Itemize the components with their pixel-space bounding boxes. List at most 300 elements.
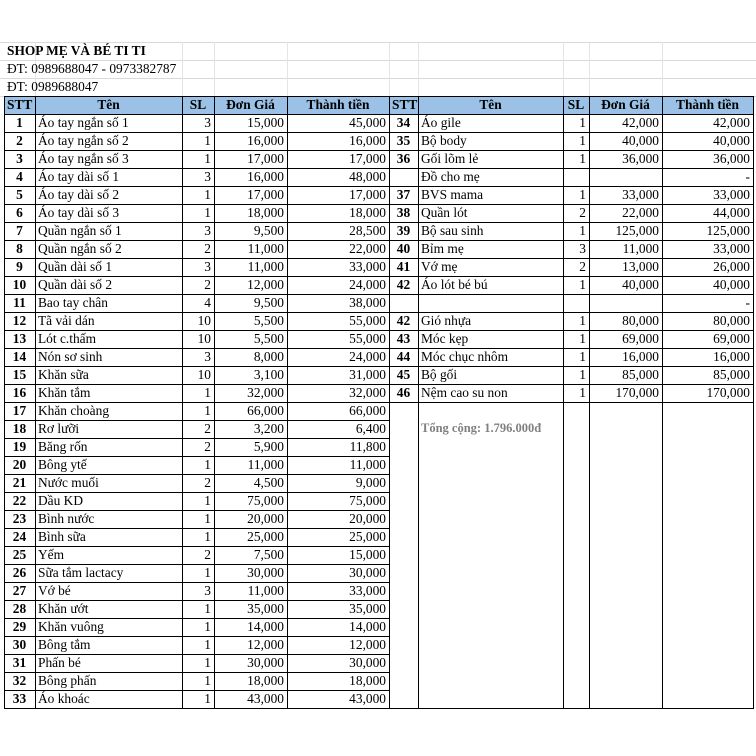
row-price[interactable]: 11,000 [622,241,659,256]
row-qty[interactable]: 2 [204,439,211,454]
row-stt[interactable]: 8 [16,241,23,256]
row-name[interactable]: Khăn ướt [38,601,89,616]
row-qty[interactable]: 3 [579,241,586,256]
table-border [4,114,390,115]
row-stt[interactable]: 41 [396,259,411,274]
row-total[interactable]: - [745,169,750,184]
row-total[interactable]: 16,000 [349,133,386,148]
table-border [389,348,754,349]
row-qty[interactable]: 2 [204,241,211,256]
table-border [214,96,215,709]
row-price[interactable]: 13,000 [622,259,659,274]
shop-phone-1[interactable]: ĐT: 0989688047 - 0973382787 [7,61,177,76]
row-qty[interactable]: 1 [579,277,586,292]
row-name[interactable]: Bông phấn [38,673,97,688]
row-price[interactable]: 8,000 [253,349,284,364]
row-qty[interactable]: 1 [579,313,586,328]
table-border [4,294,390,295]
row-name[interactable]: Tã vải dán [38,313,95,328]
row-price[interactable]: 16,000 [247,133,284,148]
gridline [662,42,663,96]
row-stt[interactable]: 1 [16,115,23,130]
row-name[interactable]: Áo tay dài số 2 [38,187,120,202]
row-price[interactable]: 75,000 [247,493,284,508]
row-qty[interactable]: 2 [204,277,211,292]
table-border [662,96,663,709]
row-total[interactable]: 55,000 [349,331,386,346]
row-stt[interactable]: 34 [396,115,411,130]
row-name[interactable]: Bộ body [421,133,467,148]
row-name[interactable]: Nước muối [38,475,99,490]
row-qty[interactable] [563,168,589,186]
row-price[interactable]: 16,000 [622,349,659,364]
row-total[interactable]: 69,000 [713,331,750,346]
shop-phone-2[interactable]: ĐT: 0989688047 [7,79,99,94]
row-qty[interactable]: 1 [579,187,586,202]
row-qty[interactable]: 1 [579,133,586,148]
row-qty[interactable]: 3 [204,169,211,184]
table-border [4,132,390,133]
row-total[interactable]: 33,000 [713,241,750,256]
row-total[interactable]: 40,000 [713,277,750,292]
row-name[interactable]: Quần dài số 1 [38,259,113,274]
row-name[interactable]: Yếm [38,547,65,562]
row-price[interactable]: 7,500 [253,547,284,562]
row-total[interactable]: 85,000 [713,367,750,382]
row-total[interactable]: 30,000 [349,655,386,670]
row-qty[interactable]: 1 [204,403,211,418]
row-price[interactable]: 14,000 [247,619,284,634]
row-qty[interactable]: 2 [579,259,586,274]
row-total[interactable]: 18,000 [349,205,386,220]
column-header-name[interactable]: Tên [35,96,182,114]
row-stt[interactable]: 13 [12,331,27,346]
row-total[interactable]: 38,000 [349,295,386,310]
row-name[interactable]: Quần dài số 2 [38,277,113,292]
row-price[interactable]: 5,900 [253,439,284,454]
row-stt[interactable]: 5 [16,187,23,202]
row-price[interactable]: 22,000 [622,205,659,220]
row-qty[interactable]: 2 [204,475,211,490]
row-stt[interactable]: 42 [396,277,411,292]
column-header-qty[interactable]: SL [563,96,589,114]
table-border [389,276,754,277]
row-name[interactable]: Sữa tắm lactacy [38,565,124,580]
row-name[interactable]: Áo tay dài số 1 [38,169,120,184]
row-name[interactable]: Dầu KD [38,493,83,508]
row-name[interactable]: Rơ lưỡi [38,421,80,436]
row-stt[interactable]: 26 [12,565,27,580]
shop-name[interactable]: SHOP MẸ VÀ BÉ TI TI [7,43,146,58]
row-price[interactable]: 11,000 [247,583,284,598]
row-name[interactable]: Áo lót bé bú [421,277,488,292]
table-border [4,204,390,205]
row-stt[interactable]: 2 [16,133,23,148]
row-stt[interactable]: 43 [396,331,411,346]
row-qty[interactable]: 1 [204,151,211,166]
row-stt[interactable]: 12 [12,313,27,328]
row-total[interactable]: 36,000 [713,151,750,166]
row-total[interactable]: 11,000 [349,457,386,472]
row-name[interactable]: BVS mama [421,187,484,202]
row-name[interactable]: Vớ bé [38,583,71,598]
row-price[interactable]: 32,000 [247,385,284,400]
row-total[interactable]: 11,800 [349,439,386,454]
table-border [389,294,754,295]
row-name[interactable]: Bao tay chân [38,295,108,310]
table-border [589,96,590,709]
row-total[interactable]: 18,000 [349,673,386,688]
row-qty[interactable]: 1 [204,619,211,634]
row-qty[interactable]: 2 [204,547,211,562]
table-border [389,204,754,205]
row-qty[interactable]: 1 [579,367,586,382]
row-total[interactable]: 42,000 [713,115,750,130]
row-name[interactable]: Bộ sau sinh [421,223,484,238]
row-price[interactable]: 4,500 [253,475,284,490]
row-total[interactable]: 48,000 [349,169,386,184]
row-qty[interactable]: 10 [197,367,211,382]
row-price[interactable]: 35,000 [247,601,284,616]
row-qty[interactable] [563,294,589,312]
row-stt[interactable]: 31 [12,655,27,670]
row-total[interactable]: 35,000 [349,601,386,616]
row-name[interactable]: Khăn sữa [38,367,89,382]
row-total[interactable]: 28,500 [349,223,386,238]
row-total[interactable]: - [745,295,750,310]
row-price[interactable]: 17,000 [247,187,284,202]
row-stt[interactable]: 36 [396,151,411,166]
row-stt[interactable] [389,168,418,186]
row-name[interactable]: Áo khoác [38,691,90,706]
row-stt[interactable]: 30 [12,637,27,652]
row-price[interactable]: 40,000 [622,277,659,292]
row-price[interactable]: 9,500 [253,223,284,238]
row-total[interactable]: 33,000 [713,187,750,202]
row-stt[interactable]: 38 [396,205,411,220]
row-name[interactable]: Khăn choàng [38,403,110,418]
row-qty[interactable]: 3 [204,223,211,238]
column-header-name[interactable]: Tên [418,96,563,114]
row-total[interactable]: 33,000 [349,583,386,598]
row-stt[interactable]: 21 [12,475,27,490]
row-price[interactable]: 33,000 [622,187,659,202]
row-qty[interactable]: 1 [204,637,211,652]
row-name[interactable]: Nệm cao su non [421,385,508,400]
row-price[interactable]: 42,000 [622,115,659,130]
table-border [4,150,390,151]
column-header-price[interactable]: Đơn Giá [214,96,287,114]
table-border [182,96,183,709]
row-price[interactable]: 18,000 [247,205,284,220]
row-price[interactable]: 3,100 [253,367,284,382]
table-border [4,240,390,241]
row-price[interactable]: 69,000 [622,331,659,346]
row-stt[interactable]: 19 [12,439,27,454]
row-price[interactable]: 25,000 [247,529,284,544]
row-stt[interactable]: 15 [12,367,27,382]
row-price[interactable]: 16,000 [247,169,284,184]
row-stt[interactable]: 32 [12,673,27,688]
row-total[interactable]: 15,000 [349,547,386,562]
row-price[interactable]: 30,000 [247,565,284,580]
row-qty[interactable]: 3 [204,259,211,274]
row-price[interactable]: 12,000 [247,277,284,292]
row-total[interactable]: 32,000 [349,385,386,400]
row-price[interactable]: 3,200 [253,421,284,436]
row-stt[interactable]: 22 [12,493,27,508]
row-stt[interactable]: 46 [396,385,411,400]
row-price[interactable]: 66,000 [247,403,284,418]
row-total[interactable]: 40,000 [713,133,750,148]
row-total[interactable]: 31,000 [349,367,386,382]
table-border [563,96,564,709]
row-qty[interactable]: 1 [579,115,586,130]
row-total[interactable]: 33,000 [349,259,386,274]
row-qty[interactable]: 1 [579,385,586,400]
table-border [389,366,754,367]
row-price[interactable]: 80,000 [622,313,659,328]
row-qty[interactable]: 3 [204,349,211,364]
column-header-total[interactable]: Thành tiền [287,96,389,114]
row-price[interactable]: 17,000 [247,151,284,166]
row-price[interactable]: 9,500 [253,295,284,310]
row-total[interactable]: 24,000 [349,349,386,364]
row-price[interactable] [589,294,662,312]
table-border [4,222,390,223]
row-stt[interactable]: 16 [12,385,27,400]
row-stt[interactable]: 11 [13,295,26,310]
row-price[interactable]: 85,000 [622,367,659,382]
row-name[interactable]: Áo tay dài số 3 [38,205,120,220]
row-price[interactable]: 11,000 [247,241,284,256]
row-qty[interactable]: 1 [204,205,211,220]
table-border [389,708,754,709]
row-price[interactable] [589,168,662,186]
row-total[interactable]: 66,000 [349,403,386,418]
row-name[interactable]: Khăn vuông [38,619,104,634]
table-border [4,312,390,313]
row-total[interactable]: 44,000 [713,205,750,220]
row-stt[interactable]: 18 [12,421,27,436]
row-name[interactable]: Quần ngắn số 1 [38,223,122,238]
row-name[interactable]: Áo tay ngắn số 1 [38,115,129,130]
row-name[interactable]: Đồ cho mẹ [421,169,480,184]
row-stt[interactable]: 6 [16,205,23,220]
table-border [4,186,390,187]
row-name[interactable]: Áo gile [421,115,461,130]
row-price[interactable]: 20,000 [247,511,284,526]
row-qty[interactable]: 1 [204,511,211,526]
row-stt[interactable]: 10 [12,277,27,292]
row-name[interactable]: Móc chục nhôm [421,349,509,364]
row-qty[interactable]: 4 [204,295,211,310]
row-stt[interactable]: 25 [12,547,27,562]
table-border [389,402,754,403]
row-name[interactable]: Lót c.thấm [38,331,97,346]
row-total[interactable]: 170,000 [706,385,750,400]
column-header-stt[interactable]: STT [389,96,418,114]
row-qty[interactable]: 3 [204,115,211,130]
row-stt[interactable]: 42 [396,313,411,328]
row-qty[interactable]: 1 [204,133,211,148]
row-price[interactable]: 43,000 [247,691,284,706]
table-border [287,96,288,709]
grand-total[interactable]: Tổng cộng: 1.796.000đ [421,421,542,435]
table-border [4,654,390,655]
row-price[interactable]: 30,000 [247,655,284,670]
table-border [389,312,754,313]
row-total[interactable]: 30,000 [349,565,386,580]
row-total[interactable]: 25,000 [349,529,386,544]
row-stt[interactable]: 40 [396,241,411,256]
row-name[interactable]: Móc kẹp [421,331,469,346]
row-stt[interactable]: 14 [12,349,27,364]
row-name[interactable]: Áo tay ngắn số 2 [38,133,129,148]
row-total[interactable]: 24,000 [349,277,386,292]
row-total[interactable]: 75,000 [349,493,386,508]
row-qty[interactable]: 1 [204,187,211,202]
row-stt[interactable]: 20 [12,457,27,472]
row-stt[interactable]: 7 [16,223,23,238]
row-qty[interactable]: 1 [579,331,586,346]
table-border [4,96,390,97]
row-qty[interactable]: 1 [204,385,211,400]
table-border [4,546,390,547]
row-stt[interactable]: 27 [12,583,27,598]
table-border [389,96,390,709]
table-border [4,636,390,637]
row-stt[interactable] [389,294,418,312]
row-total[interactable]: 20,000 [349,511,386,526]
row-name[interactable]: Nón sơ sinh [38,349,103,364]
table-border [4,510,390,511]
row-qty[interactable]: 1 [204,529,211,544]
row-stt[interactable]: 24 [12,529,27,544]
row-total[interactable]: 22,000 [349,241,386,256]
row-total[interactable]: 55,000 [349,313,386,328]
row-stt[interactable]: 28 [12,601,27,616]
row-total[interactable]: 45,000 [349,115,386,130]
row-price[interactable]: 11,000 [247,259,284,274]
table-border [389,150,754,151]
row-stt[interactable]: 23 [12,511,27,526]
row-total[interactable]: 16,000 [713,349,750,364]
row-stt[interactable]: 9 [16,259,23,274]
row-total[interactable]: 14,000 [349,619,386,634]
row-price[interactable]: 15,000 [247,115,284,130]
row-name[interactable]: Bông tắm [38,637,91,652]
row-name[interactable]: Áo tay ngắn số 3 [38,151,129,166]
row-stt[interactable]: 4 [16,169,23,184]
row-price[interactable]: 40,000 [622,133,659,148]
table-border [389,186,754,187]
row-stt[interactable]: 3 [16,151,23,166]
row-price[interactable]: 11,000 [247,457,284,472]
row-total[interactable]: 26,000 [713,259,750,274]
row-stt[interactable]: 39 [396,223,411,238]
column-header-qty[interactable]: SL [182,96,214,114]
row-name[interactable]: Gối lõm lẻ [421,151,479,166]
row-name[interactable]: Khăn tắm [38,385,91,400]
table-border [4,528,390,529]
row-qty[interactable]: 10 [197,313,211,328]
row-qty[interactable]: 10 [197,331,211,346]
row-name[interactable]: Bình sữa [38,529,86,544]
row-total[interactable]: 6,400 [355,421,386,436]
row-total[interactable]: 125,000 [706,223,750,238]
row-total[interactable]: 17,000 [349,151,386,166]
row-name[interactable]: Bỉm mẹ [421,241,464,256]
row-total[interactable]: 17,000 [349,187,386,202]
table-border [4,690,390,691]
row-price[interactable]: 170,000 [615,385,659,400]
table-border [389,132,754,133]
row-stt[interactable]: 45 [396,367,411,382]
row-stt[interactable]: 44 [396,349,411,364]
table-border [4,258,390,259]
row-stt[interactable]: 33 [12,691,27,706]
row-name[interactable]: Bình nước [38,511,95,526]
row-stt[interactable]: 17 [12,403,27,418]
row-qty[interactable]: 1 [204,655,211,670]
row-name[interactable]: Vớ mẹ [421,259,458,274]
row-qty[interactable]: 1 [204,601,211,616]
row-stt[interactable]: 35 [396,133,411,148]
column-header-price[interactable]: Đơn Giá [589,96,662,114]
row-qty[interactable]: 1 [579,349,586,364]
table-border [389,384,754,385]
column-header-stt[interactable]: STT [4,96,35,114]
row-name[interactable]: Quần ngắn số 2 [38,241,122,256]
row-price[interactable]: 12,000 [247,637,284,652]
row-qty[interactable]: 1 [204,457,211,472]
row-qty[interactable]: 3 [204,583,211,598]
row-name[interactable]: Băng rốn [38,439,88,454]
table-border [4,618,390,619]
table-border [4,330,390,331]
row-qty[interactable]: 2 [204,421,211,436]
row-price[interactable]: 18,000 [247,673,284,688]
table-border [4,384,390,385]
row-price[interactable]: 5,500 [253,331,284,346]
row-name[interactable]: Quần lót [421,205,468,220]
row-stt[interactable]: 29 [12,619,27,634]
row-qty[interactable]: 1 [579,223,586,238]
table-border [4,564,390,565]
row-price[interactable]: 36,000 [622,151,659,166]
row-name[interactable]: Bộ gối [421,367,458,382]
row-name[interactable]: Phấn bé [38,655,81,670]
row-total[interactable]: 12,000 [349,637,386,652]
row-price[interactable]: 125,000 [615,223,659,238]
row-total[interactable]: 9,000 [355,475,386,490]
row-price[interactable]: 5,500 [253,313,284,328]
row-qty[interactable]: 1 [204,673,211,688]
row-name[interactable]: Bông ytế [38,457,87,472]
row-qty[interactable]: 1 [204,565,211,580]
row-qty[interactable]: 1 [579,151,586,166]
row-total[interactable]: 80,000 [713,313,750,328]
row-qty[interactable]: 1 [204,493,211,508]
row-stt[interactable]: 37 [396,187,411,202]
column-header-total[interactable]: Thành tiền [662,96,753,114]
row-name[interactable] [418,294,563,312]
row-total[interactable]: 43,000 [349,691,386,706]
row-name[interactable]: Gió nhựa [421,313,472,328]
row-qty[interactable]: 1 [204,691,211,706]
row-qty[interactable]: 2 [579,205,586,220]
